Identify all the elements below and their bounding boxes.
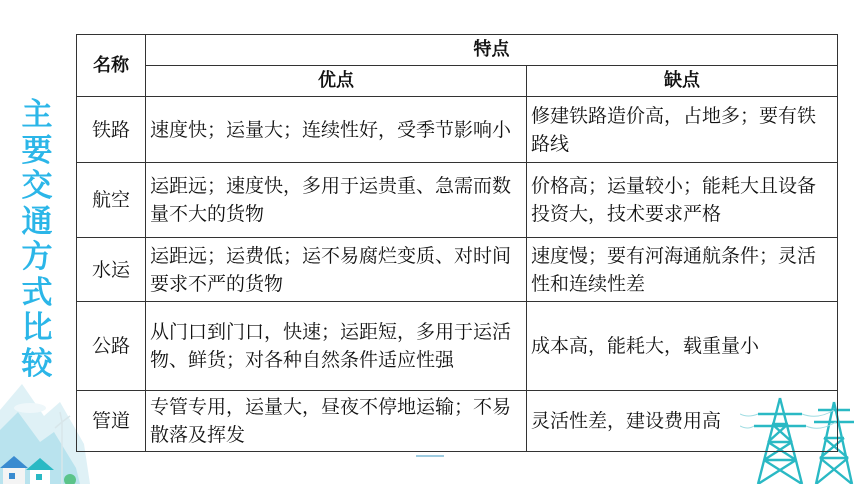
table-row — [77, 238, 838, 302]
side-title-char: 要 — [21, 132, 53, 169]
side-title-char: 方 — [21, 239, 53, 275]
header-pros: 优点 — [146, 66, 527, 97]
table-header-row — [77, 35, 838, 66]
header-name: 名称 — [77, 35, 146, 97]
mode-cell: 航空 — [77, 163, 146, 238]
slide-indicator — [416, 455, 444, 457]
pros-cell: 运距远；速度快，多用于运贵重、急需而数量不大的货物 — [146, 163, 527, 238]
mode-cell: 公路 — [77, 302, 146, 391]
table-row — [77, 302, 838, 391]
cons-cell: 价格高；运量较小；能耗大且设备投资大，技术要求严格 — [527, 163, 838, 238]
transport-comparison-table — [76, 34, 838, 452]
header-cons: 缺点 — [527, 66, 838, 97]
mode-cell: 水运 — [77, 238, 146, 302]
pros-cell: 速度快；运量大；连续性好，受季节影响小 — [146, 97, 527, 163]
cons-cell: 成本高，能耗大，载重量小 — [527, 302, 838, 391]
side-title-char: 主 — [21, 97, 53, 133]
side-title-char: 比 — [21, 310, 53, 346]
table-row — [77, 391, 838, 452]
table-row — [77, 97, 838, 163]
header-features: 特点 — [146, 35, 838, 66]
side-title-char: 通 — [21, 203, 53, 240]
mode-cell: 管道 — [77, 391, 146, 452]
side-title-char: 式 — [21, 274, 53, 311]
side-title-char: 较 — [21, 345, 53, 382]
pros-cell: 专管专用，运量大，昼夜不停地运输；不易散落及挥发 — [146, 391, 527, 452]
side-title — [12, 98, 62, 382]
mode-cell: 铁路 — [77, 97, 146, 163]
table-subheader-row — [77, 66, 838, 97]
side-title-char: 交 — [21, 168, 53, 204]
cons-cell: 速度慢；要有河海通航条件；灵活性和连续性差 — [527, 238, 838, 302]
pros-cell: 运距远；运费低；运不易腐烂变质、对时间要求不严的货物 — [146, 238, 527, 302]
pros-cell: 从门口到门口，快速；运距短，多用于运活物、鲜货；对各种自然条件适应性强 — [146, 302, 527, 391]
cons-cell: 灵活性差，建设费用高 — [527, 391, 838, 452]
table-row — [77, 163, 838, 238]
cons-cell: 修建铁路造价高，占地多；要有铁路线 — [527, 97, 838, 163]
